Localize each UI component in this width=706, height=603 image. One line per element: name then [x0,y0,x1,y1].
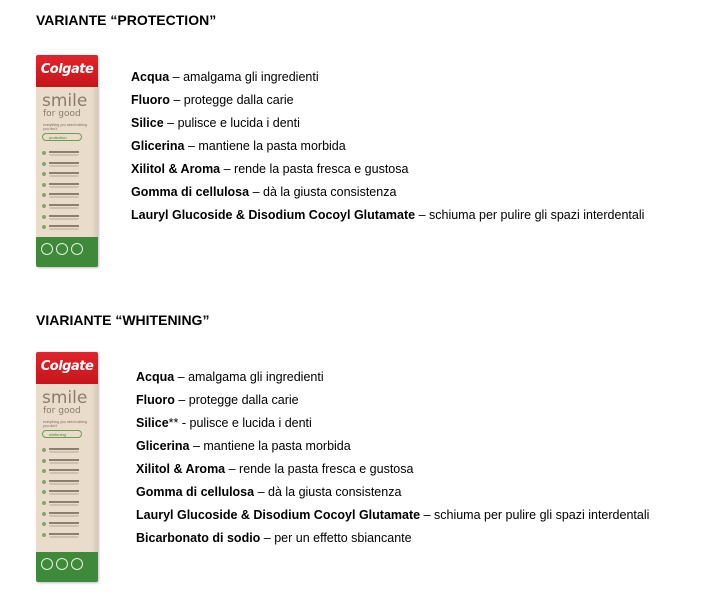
list-item: Xilitol & Aroma – rende la pasta fresca e gustosa [131,162,409,176]
section-heading-protection: VARIANTE “PROTECTION” [36,12,217,28]
product-tagline: everything you need nothing you don't [43,123,87,131]
list-item: Lauryl Glucoside & Disodium Cocoyl Glutamate – schiuma per pulire gli spazi interdentali [136,508,650,522]
list-item: Fluoro – protegge dalla carie [136,393,299,407]
box-ingredient-list [42,149,94,234]
product-subline: for good [43,406,81,416]
toothpaste-box-protection [36,55,98,267]
list-item: Silice** - pulisce e lucida i denti [136,416,312,430]
brand-logo: Colgate [40,62,94,77]
variant-badge: protection [42,133,82,141]
box-ingredient-list [42,446,94,541]
variant-badge: whitening [42,430,82,438]
list-item: Bicarbonato di sodio – per un effetto sbiancante [136,531,412,545]
box-side [92,87,98,237]
box-side [92,384,98,552]
list-item: Silice – pulisce e lucida i denti [131,116,300,130]
toothpaste-box-whitening [36,352,98,582]
list-item: Fluoro – protegge dalla carie [131,93,294,107]
box-bottom-band [36,552,98,582]
product-line: smile [42,91,88,111]
list-item: Lauryl Glucoside & Disodium Cocoyl Glutamate – schiuma per pulire gli spazi interdentali [131,208,645,222]
section-heading-whitening: VIARIANTE “WHITENING” [36,312,210,328]
list-item: Acqua – amalgama gli ingredienti [131,70,319,84]
ingredient-list-protection [131,66,644,227]
product-line: smile [42,388,88,408]
brand-logo: Colgate [40,359,94,374]
ingredient-list-whitening [136,366,656,550]
list-item: Glicerina – mantiene la pasta morbida [136,439,351,453]
product-tagline: everything you need nothing you don't [43,420,87,428]
product-subline: for good [43,109,81,119]
list-item: Gomma di cellulosa – dà la giusta consistenza [131,185,397,199]
list-item: Acqua – amalgama gli ingredienti [136,370,324,384]
list-item: Xilitol & Aroma – rende la pasta fresca e gustosa [136,462,414,476]
list-item: Glicerina – mantiene la pasta morbida [131,139,346,153]
box-bottom-band [36,237,98,267]
list-item: Gomma di cellulosa – dà la giusta consistenza [136,485,402,499]
